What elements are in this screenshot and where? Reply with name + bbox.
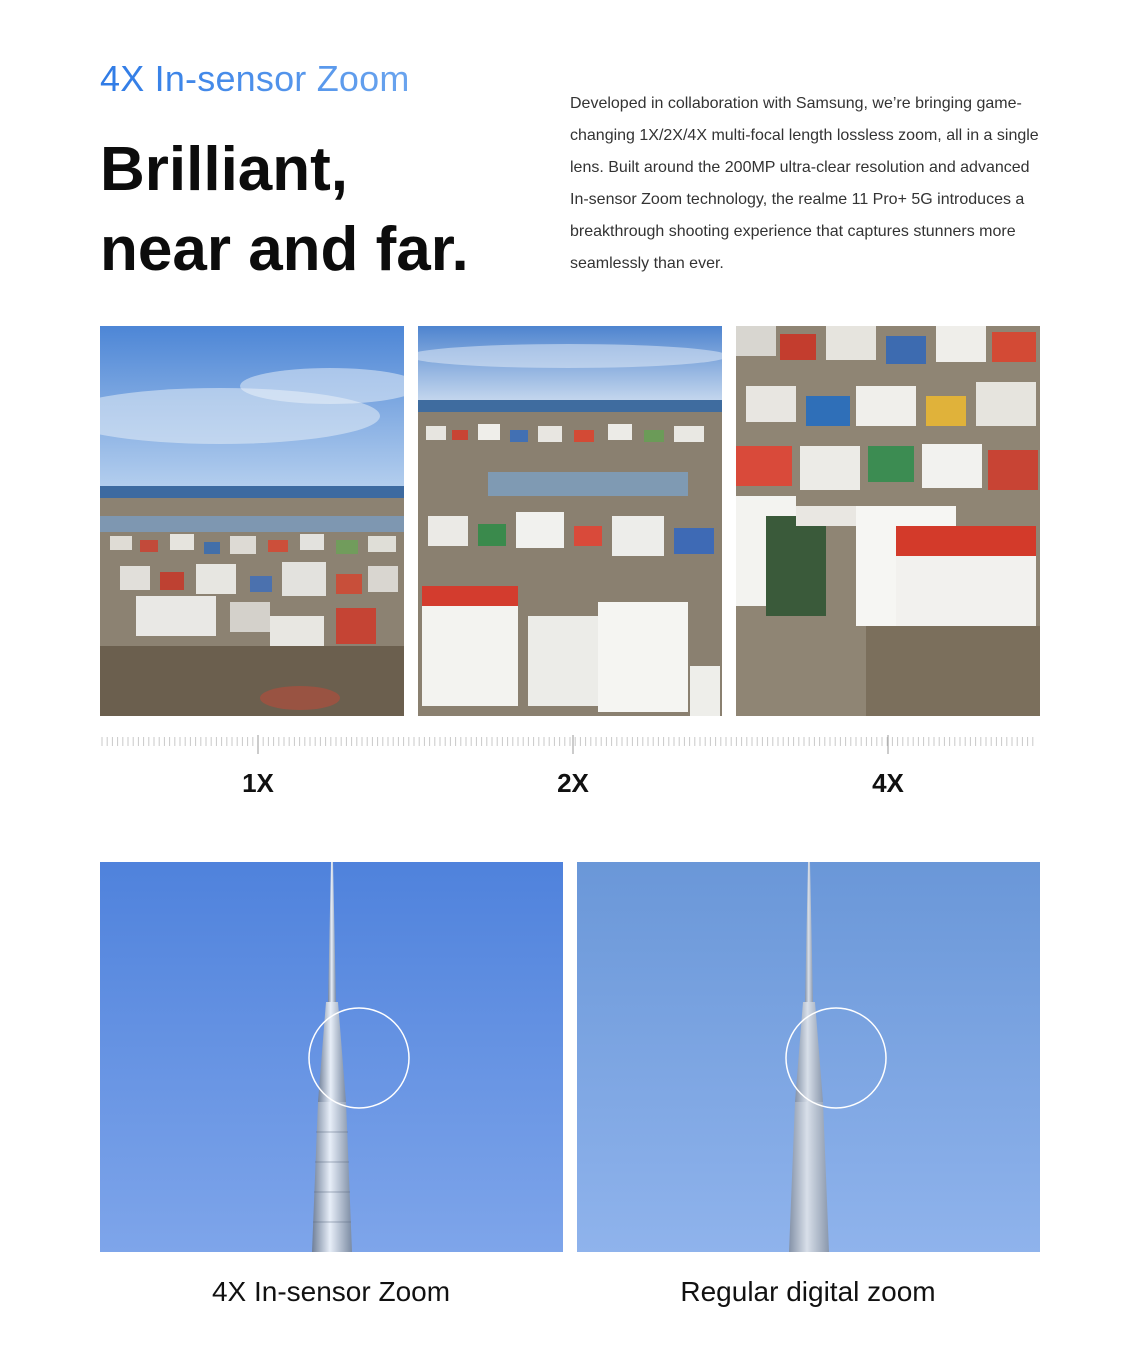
section-eyebrow: 4X In-sensor Zoom	[100, 58, 410, 99]
caption-in-sensor-zoom: 4X In-sensor Zoom	[211, 1276, 451, 1307]
headline-line-1: Brilliant,	[100, 135, 349, 204]
photo-1x-cityscape	[100, 326, 404, 716]
headline-line-2: near and far.	[100, 215, 469, 284]
feature-description: Developed in collaboration with Samsung, we’re bringing game-changing 1X/2X/4X multi-focal length lossless zoom, all in a single lens. Built around the 200MP ultra-clear resolution and advanced In-sensor Zoom technology, the realme 11 Pro+ 5G introduces a breakthrough shooting experience that captures stunners more seamlessly than ever.	[570, 95, 1039, 272]
zoom-ruler[interactable]	[100, 734, 1040, 756]
photo-tower-digital-zoom	[577, 862, 1040, 1252]
zoom-label-4x[interactable]: 4X	[872, 768, 904, 798]
photo-2x-cityscape	[418, 326, 722, 716]
page-headline	[100, 130, 469, 290]
zoom-label-2x[interactable]: 2X	[557, 768, 589, 798]
zoom-label-1x[interactable]: 1X	[242, 768, 274, 798]
photo-4x-cityscape	[736, 326, 1040, 716]
caption-digital-zoom: Regular digital zoom	[680, 1276, 936, 1307]
photo-tower-in-sensor-zoom	[100, 862, 563, 1252]
